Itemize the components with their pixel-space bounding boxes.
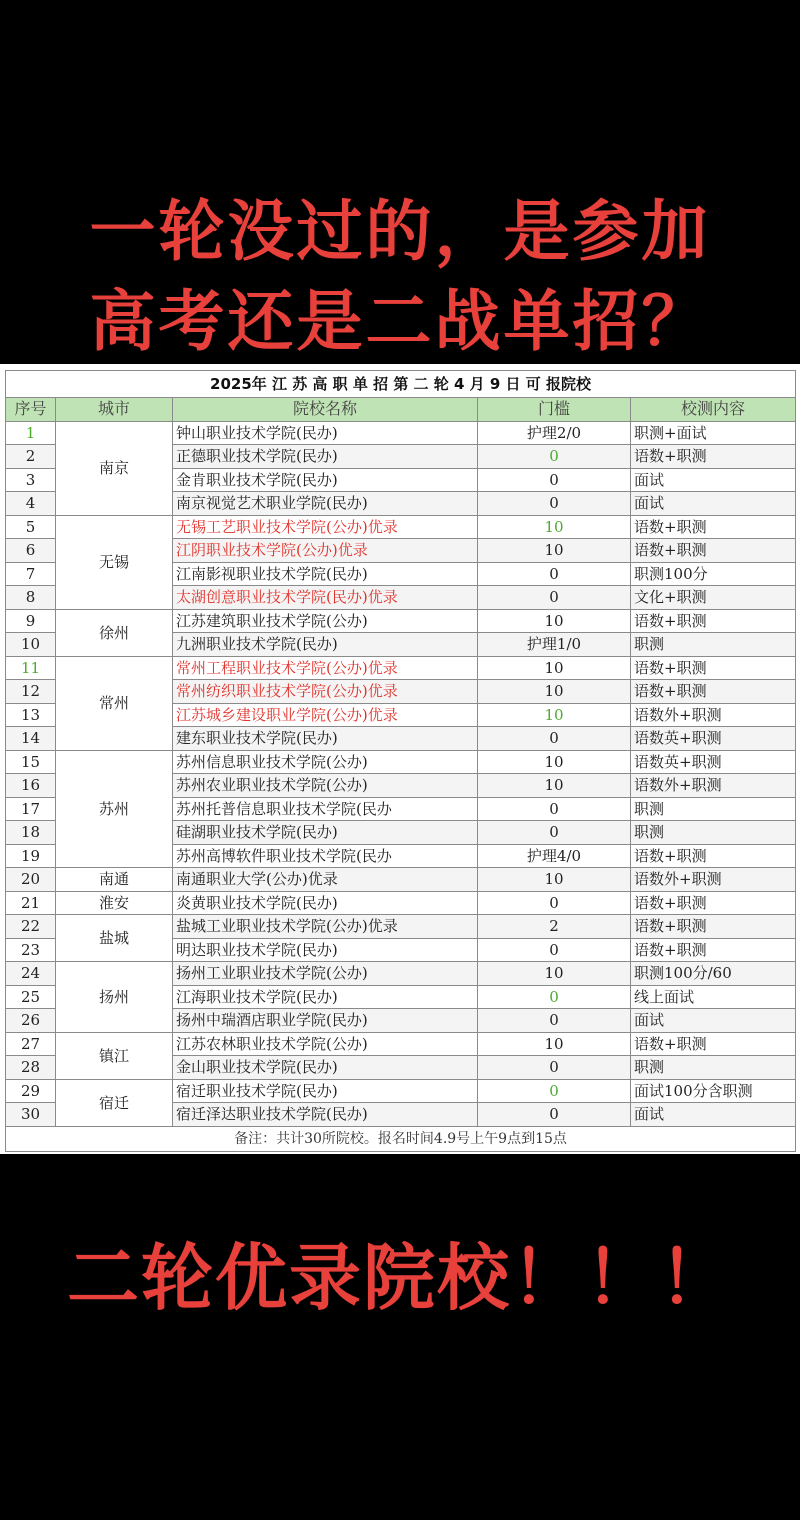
row-number: 3	[6, 468, 56, 492]
school-name: 建东职业技术学院(民办)	[173, 727, 478, 751]
row-number: 23	[6, 938, 56, 962]
table-row	[6, 915, 796, 939]
header-no: 序号	[6, 398, 56, 422]
row-number: 13	[6, 703, 56, 727]
school-name: 正德职业技术学院(民办)	[173, 445, 478, 469]
school-name: 硅湖职业技术学院(民办)	[173, 821, 478, 845]
school-name: 江苏城乡建设职业学院(公办)优录	[173, 703, 478, 727]
school-name: 扬州中瑞酒店职业学院(民办)	[173, 1009, 478, 1033]
school-name: 江海职业技术学院(民办)	[173, 985, 478, 1009]
city-cell: 南通	[56, 868, 173, 892]
threshold: 0	[478, 562, 631, 586]
row-number: 20	[6, 868, 56, 892]
row-number: 16	[6, 774, 56, 798]
threshold: 0	[478, 1079, 631, 1103]
test-content: 面试	[631, 468, 796, 492]
threshold: 护理2/0	[478, 421, 631, 445]
test-content: 语数+职测	[631, 680, 796, 704]
city-cell: 常州	[56, 656, 173, 750]
school-name: 苏州农业职业技术学院(公办)	[173, 774, 478, 798]
test-content: 职测	[631, 797, 796, 821]
threshold: 0	[478, 1056, 631, 1080]
threshold: 10	[478, 609, 631, 633]
table-note: 备注：共计30所院校。报名时间4.9号上午9点到15点	[6, 1126, 796, 1151]
threshold: 0	[478, 821, 631, 845]
row-number: 27	[6, 1032, 56, 1056]
school-name: 九洲职业技术学院(民办)	[173, 633, 478, 657]
test-content: 面试	[631, 1103, 796, 1127]
school-name: 宿迁职业技术学院(民办)	[173, 1079, 478, 1103]
table-row	[6, 609, 796, 633]
city-cell: 扬州	[56, 962, 173, 1033]
row-number: 28	[6, 1056, 56, 1080]
test-content: 职测	[631, 1056, 796, 1080]
threshold: 0	[478, 1009, 631, 1033]
row-number: 8	[6, 586, 56, 610]
table-row	[6, 421, 796, 445]
school-name: 苏州高博软件职业技术学院(民办	[173, 844, 478, 868]
school-name: 江苏农林职业技术学院(公办)	[173, 1032, 478, 1056]
bottom-caption: 二轮优录院校！！！	[66, 1236, 733, 1320]
row-number: 2	[6, 445, 56, 469]
row-number: 10	[6, 633, 56, 657]
table-row	[6, 750, 796, 774]
school-name: 南通职业大学(公办)优录	[173, 868, 478, 892]
row-number: 25	[6, 985, 56, 1009]
threshold: 10	[478, 750, 631, 774]
threshold: 2	[478, 915, 631, 939]
school-name: 江南影视职业技术学院(民办)	[173, 562, 478, 586]
threshold: 0	[478, 468, 631, 492]
school-table-sheet	[0, 364, 800, 1154]
row-number: 29	[6, 1079, 56, 1103]
threshold: 10	[478, 774, 631, 798]
test-content: 语数+职测	[631, 1032, 796, 1056]
table-title: 2025年 江 苏 高 职 单 招 第 二 轮 4 月 9 日 可 报院校	[6, 371, 796, 398]
row-number: 30	[6, 1103, 56, 1127]
test-content: 职测100分/60	[631, 962, 796, 986]
test-content: 语数英+职测	[631, 750, 796, 774]
city-cell: 无锡	[56, 515, 173, 609]
threshold: 10	[478, 962, 631, 986]
header-threshold: 门槛	[478, 398, 631, 422]
test-content: 语数+职测	[631, 915, 796, 939]
city-cell: 徐州	[56, 609, 173, 656]
row-number: 11	[6, 656, 56, 680]
threshold: 0	[478, 938, 631, 962]
test-content: 职测	[631, 633, 796, 657]
headline-line-1: 一轮没过的，是参加	[89, 193, 711, 270]
school-name: 金山职业技术学院(民办)	[173, 1056, 478, 1080]
threshold: 10	[478, 868, 631, 892]
school-name: 苏州信息职业技术学院(公办)	[173, 750, 478, 774]
test-content: 职测100分	[631, 562, 796, 586]
school-name: 明达职业技术学院(民办)	[173, 938, 478, 962]
row-number: 21	[6, 891, 56, 915]
city-cell: 盐城	[56, 915, 173, 962]
test-content: 语数外+职测	[631, 774, 796, 798]
header-content: 校测内容	[631, 398, 796, 422]
test-content: 语数+职测	[631, 891, 796, 915]
threshold: 0	[478, 985, 631, 1009]
test-content: 语数+职测	[631, 938, 796, 962]
city-cell: 淮安	[56, 891, 173, 915]
threshold: 护理4/0	[478, 844, 631, 868]
header-school: 院校名称	[173, 398, 478, 422]
row-number: 5	[6, 515, 56, 539]
header-city: 城市	[56, 398, 173, 422]
row-number: 9	[6, 609, 56, 633]
school-name: 宿迁泽达职业技术学院(民办)	[173, 1103, 478, 1127]
city-cell: 宿迁	[56, 1079, 173, 1126]
test-content: 面试	[631, 1009, 796, 1033]
test-content: 线上面试	[631, 985, 796, 1009]
threshold: 0	[478, 586, 631, 610]
school-name: 太湖创意职业技术学院(民办)优录	[173, 586, 478, 610]
test-content: 语数外+职测	[631, 703, 796, 727]
threshold: 10	[478, 703, 631, 727]
threshold: 10	[478, 539, 631, 563]
test-content: 文化+职测	[631, 586, 796, 610]
test-content: 语数+职测	[631, 844, 796, 868]
row-number: 4	[6, 492, 56, 516]
test-content: 职测+面试	[631, 421, 796, 445]
threshold: 0	[478, 891, 631, 915]
test-content: 语数+职测	[631, 539, 796, 563]
table-row	[6, 515, 796, 539]
threshold: 0	[478, 445, 631, 469]
row-number: 12	[6, 680, 56, 704]
table-row	[6, 962, 796, 986]
table-row	[6, 1079, 796, 1103]
row-number: 26	[6, 1009, 56, 1033]
school-name: 南京视觉艺术职业学院(民办)	[173, 492, 478, 516]
test-content: 面试	[631, 492, 796, 516]
row-number: 18	[6, 821, 56, 845]
school-table	[5, 370, 796, 1152]
test-content: 语数+职测	[631, 445, 796, 469]
threshold: 0	[478, 727, 631, 751]
school-name: 苏州托普信息职业技术学院(民办	[173, 797, 478, 821]
school-name: 炎黄职业技术学院(民办)	[173, 891, 478, 915]
city-cell: 南京	[56, 421, 173, 515]
row-number: 15	[6, 750, 56, 774]
school-name: 无锡工艺职业技术学院(公办)优录	[173, 515, 478, 539]
threshold: 0	[478, 1103, 631, 1127]
test-content: 语数+职测	[631, 609, 796, 633]
row-number: 17	[6, 797, 56, 821]
row-number: 1	[6, 421, 56, 445]
threshold: 10	[478, 656, 631, 680]
test-content: 职测	[631, 821, 796, 845]
table-row	[6, 1032, 796, 1056]
school-name: 江阴职业技术学院(公办)优录	[173, 539, 478, 563]
threshold: 0	[478, 797, 631, 821]
school-name: 常州工程职业技术学院(公办)优录	[173, 656, 478, 680]
threshold: 10	[478, 1032, 631, 1056]
table-row	[6, 891, 796, 915]
threshold: 护理1/0	[478, 633, 631, 657]
school-name: 扬州工业职业技术学院(公办)	[173, 962, 478, 986]
test-content: 面试100分含职测	[631, 1079, 796, 1103]
row-number: 22	[6, 915, 56, 939]
city-cell: 苏州	[56, 750, 173, 868]
school-name: 江苏建筑职业技术学院(公办)	[173, 609, 478, 633]
school-name: 常州纺织职业技术学院(公办)优录	[173, 680, 478, 704]
row-number: 6	[6, 539, 56, 563]
school-name: 盐城工业职业技术学院(公办)优录	[173, 915, 478, 939]
table-row	[6, 656, 796, 680]
test-content: 语数+职测	[631, 656, 796, 680]
threshold: 10	[478, 680, 631, 704]
row-number: 14	[6, 727, 56, 751]
table-row	[6, 868, 796, 892]
school-name: 金肯职业技术学院(民办)	[173, 468, 478, 492]
test-content: 语数外+职测	[631, 868, 796, 892]
test-content: 语数英+职测	[631, 727, 796, 751]
row-number: 7	[6, 562, 56, 586]
threshold: 0	[478, 492, 631, 516]
headline-line-2: 高考还是二战单招？	[89, 283, 711, 360]
school-name: 钟山职业技术学院(民办)	[173, 421, 478, 445]
threshold: 10	[478, 515, 631, 539]
row-number: 19	[6, 844, 56, 868]
city-cell: 镇江	[56, 1032, 173, 1079]
row-number: 24	[6, 962, 56, 986]
test-content: 语数+职测	[631, 515, 796, 539]
